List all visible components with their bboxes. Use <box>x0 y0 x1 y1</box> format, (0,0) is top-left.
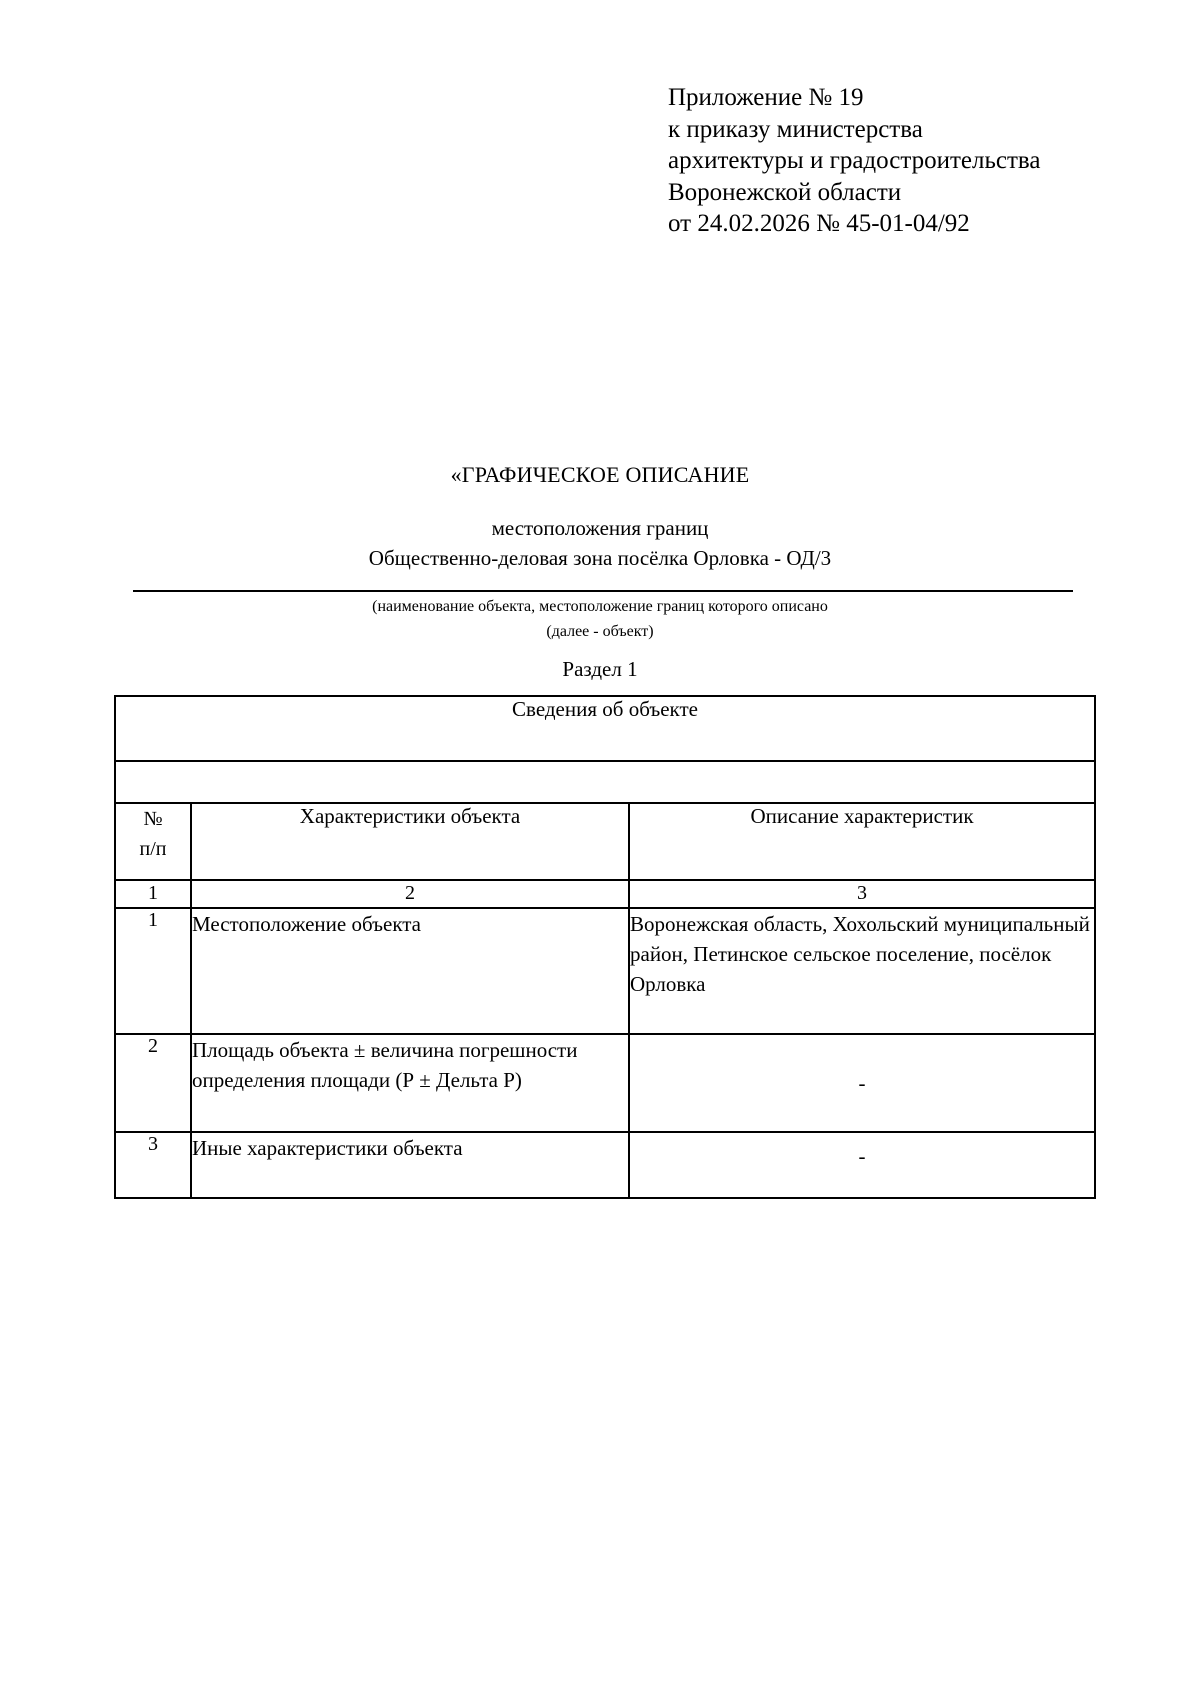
object-name-note <box>0 594 1200 644</box>
row-description: - <box>629 1132 1095 1198</box>
table-index-row <box>115 880 1095 908</box>
row-num: 2 <box>115 1034 191 1132</box>
index-cell: 1 <box>115 880 191 908</box>
row-num: 3 <box>115 1132 191 1198</box>
table-blank-row <box>115 761 1095 803</box>
underline-divider <box>133 590 1073 592</box>
header-characteristic: Характеристики объекта <box>191 803 629 880</box>
header-num-line: п/п <box>139 838 167 860</box>
table-caption: Сведения об объекте <box>115 696 1095 761</box>
appendix-line: от 24.02.2026 № 45-01-04/92 <box>668 210 970 237</box>
header-description: Описание характеристик <box>629 803 1095 880</box>
object-name: Общественно-деловая зона посёлка Орловка - ОД/3 <box>368 546 832 570</box>
object-info-table <box>114 695 1096 1199</box>
row-description: Воронежская область, Хохольский муниципальный район, Петинское сельское поселение, посёлок Орловка <box>629 908 1095 1034</box>
section-heading: Раздел 1 <box>562 657 638 681</box>
appendix-line: Воронежской области <box>668 178 902 206</box>
table-row <box>115 1034 1095 1132</box>
document-title: «ГРАФИЧЕСКОЕ ОПИСАНИЕ <box>450 462 750 487</box>
row-characteristic: Площадь объекта ± величина погрешности определения площади (Р ± Дельта Р) <box>191 1034 629 1132</box>
note-line: (далее - объект) <box>546 623 654 640</box>
appendix-block <box>668 82 1040 240</box>
appendix-line: Приложение № 19 <box>668 84 864 111</box>
row-characteristic: Иные характеристики объекта <box>191 1132 629 1198</box>
table-header-row <box>115 803 1095 880</box>
table-caption-row <box>115 696 1095 761</box>
row-characteristic: Местоположение объекта <box>191 908 629 1034</box>
row-description: - <box>629 1034 1095 1132</box>
appendix-line: архитектуры и градостроительства <box>668 147 1041 174</box>
subtitle-line: местоположения границ <box>491 516 709 540</box>
header-num-line: № <box>143 808 163 830</box>
table-row <box>115 1132 1095 1198</box>
note-line: (наименование объекта, местоположение границ которого описано <box>372 598 828 615</box>
table-row <box>115 908 1095 1034</box>
index-cell: 3 <box>629 880 1095 908</box>
document-subtitle <box>0 513 1200 573</box>
blank-cell <box>115 761 1095 803</box>
index-cell: 2 <box>191 880 629 908</box>
row-num: 1 <box>115 908 191 1034</box>
appendix-line: к приказу министерства <box>668 115 923 143</box>
header-num <box>115 803 191 880</box>
